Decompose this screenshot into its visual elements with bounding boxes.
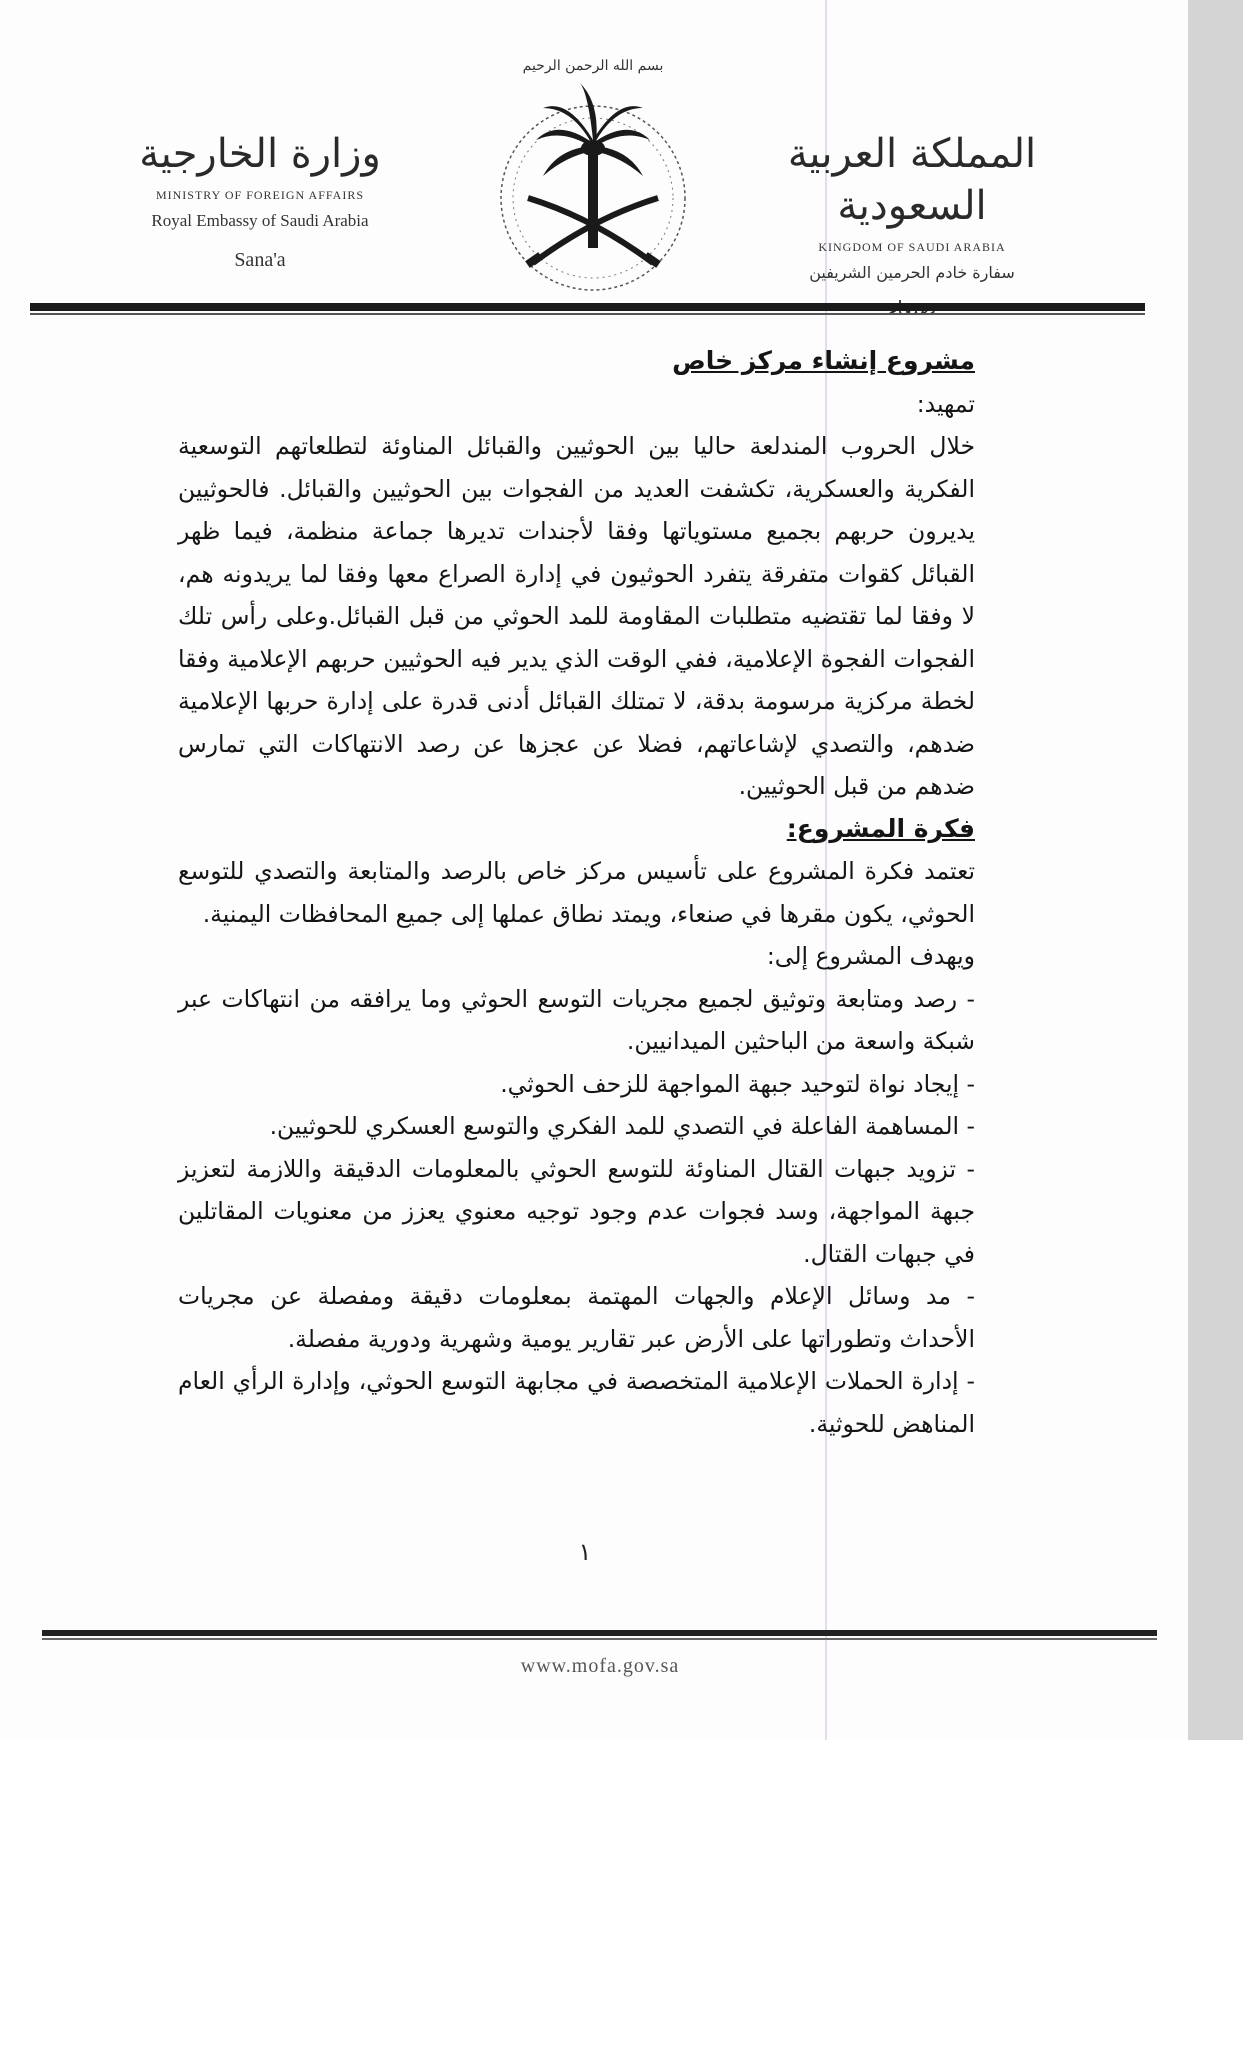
document-body bbox=[178, 340, 975, 1445]
goal-item: - إيجاد نواة لتوحيد جبهة المواجهة للزحف الحوثي. bbox=[500, 1069, 975, 1098]
intro-paragraph: خلال الحروب المندلعة حاليا بين الحوثيين والقبائل المناوئة لتطلعاتهم التوسعية الفكرية والعسكرية، تكشفت العديد من الفجوات بين الحوثيين والقبائل. فالحوثيين يديرون حربهم بجميع مستوياتها وفقا لأجندات تديرها جماعة منظمة، فيما ظهر القبائل كقوات متفرقة يتفرد الحوثيون في إدارة الصراع معها وفقا لما يريدونه هم، لا وفقا لما تقتضيه متطلبات المقاومة للمد الحوثي من قبل القبائل.وعلى رأس تلك الفجوات الفجوة الإعلامية، ففي الوقت الذي يدير فيه الحوثيين حربهم الإعلامية وفقا لخطة مركزية مرسومة بدقة، لا تمتلك القبائل أدنى قدرة على إدارة حربها الإعلامية ضدهم، والتصدي لإشاعاتهم، فضلا عن عجزها عن رصد الانتهاكات التي تمارس ضدهم من قبل الحوثيين. bbox=[178, 432, 975, 800]
idea-paragraph: تعتمد فكرة المشروع على تأسيس مركز خاص بالرصد والمتابعة والتصدي للتوسع الحوثي، يكون مقرها في صنعاء، ويمتد نطاق عملها إلى جميع المحافظات اليمنية. bbox=[178, 857, 975, 928]
blank-area bbox=[0, 1740, 1243, 2048]
emblem-basmala: بسم الله الرحمن الرحيم bbox=[522, 58, 664, 74]
scan-edge bbox=[1188, 0, 1243, 1740]
goal-item: - إدارة الحملات الإعلامية المتخصصة في مجابهة التوسع الحوثي، وإدارة الرأي العام المناهض للحوثية. bbox=[178, 1367, 975, 1438]
footer-rule bbox=[42, 1630, 1157, 1636]
document-title: مشروع إنشاء مركز خاص bbox=[672, 346, 975, 375]
kingdom-arabic: المملكة العربية السعودية bbox=[787, 131, 1037, 229]
intro-label: تمهيد: bbox=[916, 389, 975, 418]
header-rule-thin bbox=[30, 313, 1145, 315]
ministry-english: MINISTRY OF FOREIGN AFFAIRS bbox=[155, 188, 365, 202]
embassy-english: Royal Embassy of Saudi Arabia bbox=[151, 211, 369, 230]
header-rule bbox=[30, 303, 1145, 311]
footer-rule-thin bbox=[42, 1638, 1157, 1640]
letterhead-left bbox=[110, 128, 410, 272]
ministry-arabic: وزارة الخارجية bbox=[139, 131, 381, 177]
goals-intro: ويهدف المشروع إلى: bbox=[766, 942, 975, 970]
goal-item: - تزويد جبهات القتال المناوئة للتوسع الحوثي بالمعلومات الدقيقة واللازمة لتعزيز جبهة المواجهة، وسد فجوات عدم وجود توجيه معنوي يعزز من معنويات المقاتلين في جبهات القتال. bbox=[178, 1154, 975, 1268]
goal-item: - المساهمة الفاعلة في التصدي للمد الفكري والتوسع العسكري للحوثيين. bbox=[269, 1112, 975, 1140]
goal-item: - رصد ومتابعة وتوثيق لجميع مجريات التوسع الحوثي وما يرافقه من انتهاكات عبر شبكة واسعة من الباحثين الميدانيين. bbox=[178, 984, 975, 1055]
page-number: ١ bbox=[578, 1538, 592, 1566]
letterhead-right bbox=[772, 128, 1052, 320]
embassy-arabic: سفارة خادم الحرمين الشريفين bbox=[809, 263, 1015, 282]
city-english: Sana'a bbox=[234, 249, 286, 271]
goal-item: - مد وسائل الإعلام والجهات المهتمة بمعلومات دقيقة ومفصلة عن مجريات الأحداث وتطوراتها على الأرض عبر تقارير يومية وشهرية ودورية مفصلة. bbox=[178, 1282, 975, 1353]
footer-website: www.mofa.gov.sa bbox=[520, 1655, 680, 1677]
idea-heading: فكرة المشروع: bbox=[786, 813, 975, 843]
kingdom-english: KINGDOM OF SAUDI ARABIA bbox=[818, 240, 1006, 254]
saudi-emblem-icon bbox=[488, 48, 698, 298]
